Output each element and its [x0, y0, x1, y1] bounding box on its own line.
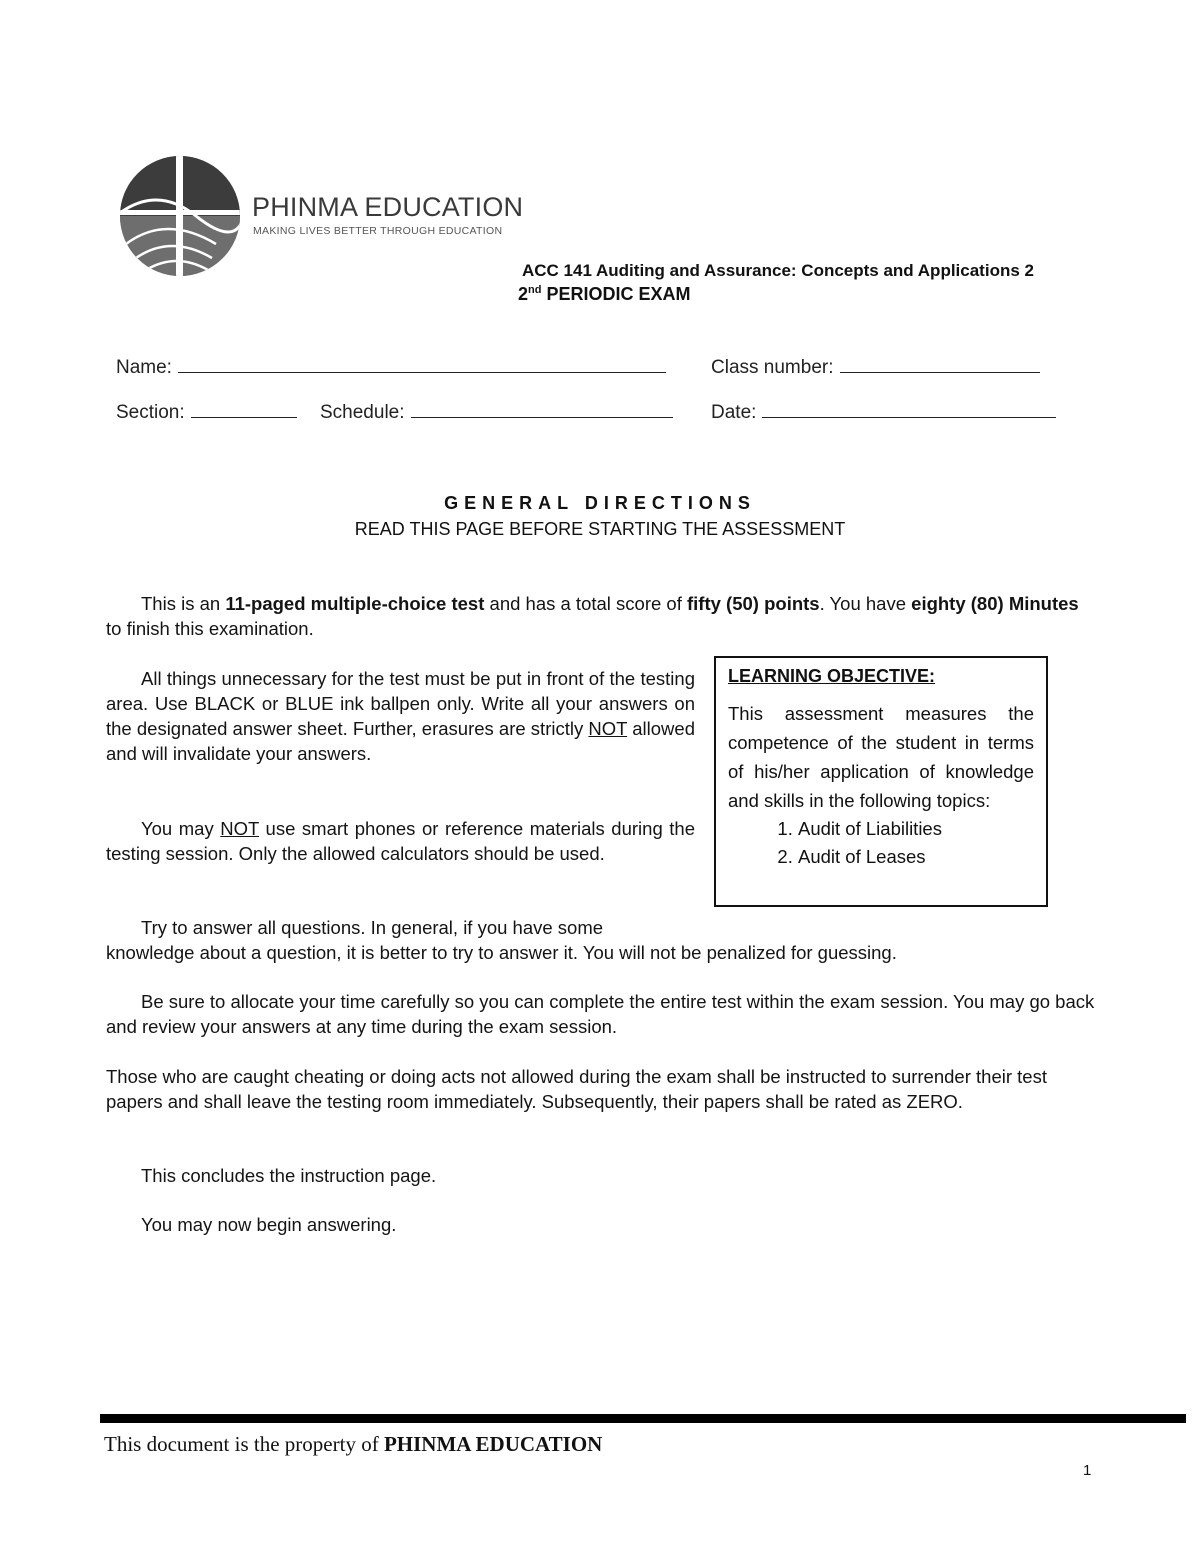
section-line[interactable] [191, 399, 297, 418]
exam-title [518, 284, 691, 305]
schedule-line[interactable] [411, 399, 673, 418]
name-label: Name: [116, 357, 172, 378]
section-label: Section: [116, 402, 185, 423]
schedule-label: Schedule: [320, 402, 405, 423]
topic-item: 2. Audit of Leases [798, 843, 1034, 871]
directions-paragraph-2 [106, 666, 695, 766]
directions-paragraph-7: This concludes the instruction page. [141, 1165, 437, 1186]
p1-text-c: and has a total score of [484, 593, 687, 614]
topic-item: 1. Audit of Liabilities [798, 815, 1034, 843]
p1-text-e: . You have [819, 593, 912, 614]
general-directions-subtitle: READ THIS PAGE BEFORE STARTING THE ASSESSMENT [354, 519, 846, 539]
name-field[interactable] [116, 354, 666, 379]
name-line[interactable] [178, 354, 666, 373]
phinma-globe-logo-icon [116, 154, 248, 278]
footer-divider [100, 1414, 1186, 1423]
class-number-field[interactable] [711, 354, 1040, 379]
exam-number-suffix: nd [528, 284, 542, 296]
p2-text-c: allowed and will invalidate your answers. [106, 718, 695, 764]
class-number-label: Class number: [711, 357, 834, 378]
learning-objective-text: This assessment measures the competence of the student in terms of his/her application of knowledge and skills in the following topics: [728, 703, 1034, 811]
directions-paragraph-1 [106, 591, 1096, 641]
directions-paragraph-4-line-2: knowledge about a question, it is better to try to answer it. You will not be penalized for guessing. [106, 942, 897, 963]
phinma-logo [116, 154, 524, 278]
schedule-field[interactable] [320, 399, 673, 424]
course-title: ACC 141 Auditing and Assurance: Concepts and Applications 2 [522, 261, 1034, 280]
section-field[interactable] [116, 399, 297, 424]
p3-text-a: You may [141, 818, 221, 839]
p1-total-score: fifty (50) points [687, 593, 820, 614]
directions-paragraph-3 [106, 816, 695, 866]
exam-number: 2 [518, 284, 529, 304]
directions-paragraph-4-line-1: Try to answer all questions. In general, if you have some [141, 917, 604, 938]
p1-text-g: to finish this examination. [106, 618, 314, 639]
learning-objective-box [714, 656, 1048, 907]
p1-time-limit: eighty (80) Minutes [911, 593, 1079, 614]
learning-objective-title: LEARNING OBJECTIVE: [728, 666, 936, 686]
logo-brand-text: PHINMA EDUCATION [252, 192, 524, 222]
general-directions-title: GENERAL DIRECTIONS [444, 493, 756, 513]
page-number: 1 [1083, 1462, 1092, 1479]
date-line[interactable] [762, 399, 1056, 418]
p3-not: NOT [220, 818, 259, 839]
logo-tagline: MAKING LIVES BETTER THROUGH EDUCATION [253, 225, 503, 237]
date-label: Date: [711, 402, 757, 423]
exam-title-text: PERIODIC EXAM [546, 284, 691, 304]
p2-text-a: All things unnecessary for the test must be put in front of the testing area. Use BLACK or BLUE ink ballpen only. Write all your answers on the designated answer sheet. Further, erasures are strictly [106, 668, 695, 739]
footer-text [104, 1432, 602, 1457]
directions-paragraph-5: Be sure to allocate your time carefully so you can complete the entire test within the exam session. You may go back and review your answers at any time during the exam session. [106, 991, 1095, 1037]
learning-objective-topics [728, 815, 1034, 871]
p3-text-c: use smart phones or reference materials during the testing session. Only the allowed calculators should be used. [106, 818, 695, 864]
footer-text-prefix: This document is the property of [104, 1432, 384, 1456]
date-field[interactable] [711, 399, 1056, 424]
directions-paragraph-6: Those who are caught cheating or doing acts not allowed during the exam shall be instructed to surrender their test papers and shall leave the testing room immediately. Subsequently, their papers shall be rated as ZERO. [106, 1066, 1047, 1112]
directions-paragraph-8: You may now begin answering. [141, 1214, 397, 1235]
p1-test-type: 11-paged multiple-choice test [225, 593, 485, 614]
class-number-line[interactable] [840, 354, 1040, 373]
footer-owner: PHINMA EDUCATION [383, 1432, 603, 1456]
p2-not: NOT [588, 718, 628, 739]
p1-text-a: This is an [141, 593, 226, 614]
